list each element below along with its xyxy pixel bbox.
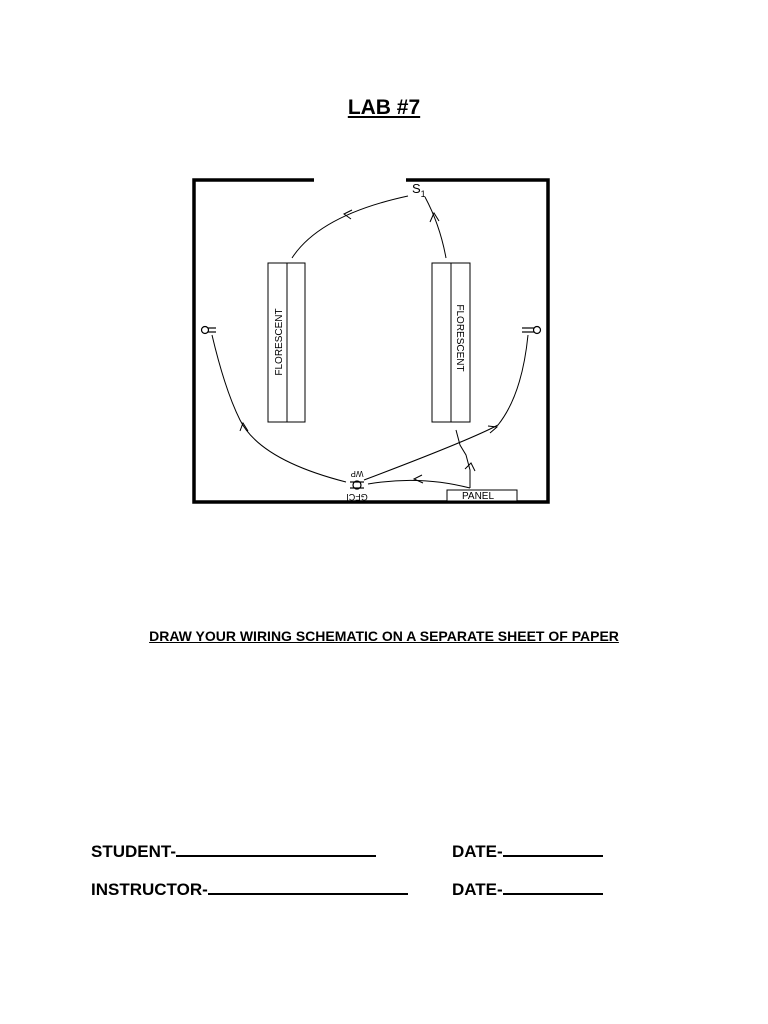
instructor-date-blank: [503, 892, 603, 895]
instructor-signature-line: [91, 880, 408, 900]
instructor-label: INSTRUCTOR-: [91, 880, 208, 899]
wiring-runs: [212, 196, 528, 488]
page-title: LAB #7: [347, 96, 421, 119]
fixture-left-label: FLORESCENT: [274, 308, 285, 376]
student-signature-line: [91, 842, 376, 862]
gfci-receptacle-icon: [350, 481, 364, 489]
wall-light-right-icon: [522, 327, 541, 334]
instructor-date-line: [452, 880, 603, 900]
fixture-right-label: FLORESCENT: [454, 304, 465, 372]
instructor-blank: [208, 892, 408, 895]
wp-label: WP: [350, 469, 364, 478]
instruction-text: DRAW YOUR WIRING SCHEMATIC ON A SEPARATE SHEET OF PAPER: [149, 628, 619, 644]
student-blank: [176, 854, 376, 857]
switch-label: $S_1$: [412, 181, 426, 199]
student-date-label: DATE-: [452, 842, 503, 861]
panel-label: PANEL: [461, 491, 495, 502]
student-date-line: [452, 842, 603, 862]
room-walls: [194, 180, 548, 502]
student-date-blank: [503, 854, 603, 857]
student-label: STUDENT-: [91, 842, 176, 861]
wall-light-left-icon: [202, 327, 217, 334]
instructor-date-label: DATE-: [452, 880, 503, 899]
gfci-label: GFCI: [346, 492, 368, 502]
